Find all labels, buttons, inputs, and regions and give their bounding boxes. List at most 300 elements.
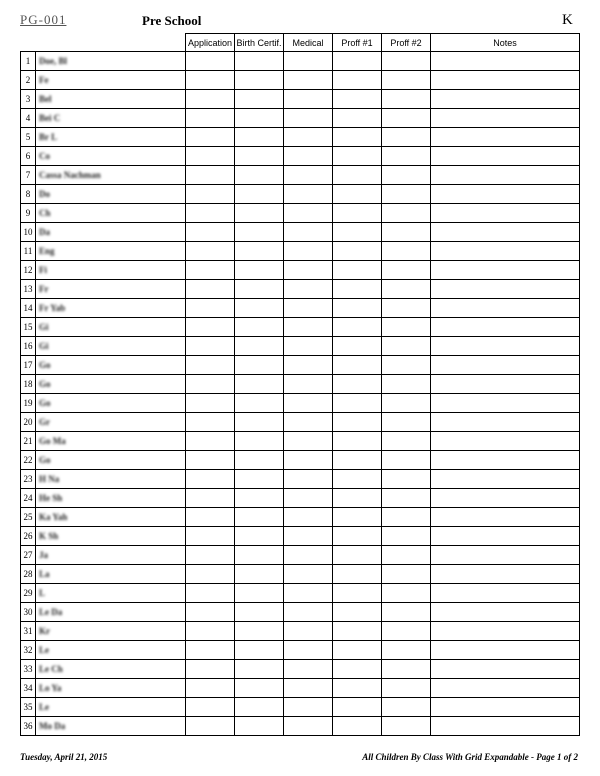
notes-cell xyxy=(431,52,580,71)
proof-2-cell xyxy=(382,451,431,470)
birth-certificate-cell xyxy=(235,508,284,527)
child-name: Gr xyxy=(39,417,50,427)
proof-1-cell xyxy=(333,166,382,185)
application-cell xyxy=(186,717,235,736)
child-name-cell xyxy=(36,242,186,261)
child-name: Kr xyxy=(39,626,50,636)
proof-1-cell xyxy=(333,242,382,261)
table-row xyxy=(21,527,580,546)
row-number: 11 xyxy=(21,242,36,261)
notes-cell xyxy=(431,622,580,641)
child-name: Le Ch xyxy=(39,664,63,674)
proof-2-cell xyxy=(382,603,431,622)
application-cell xyxy=(186,698,235,717)
child-name: Ja xyxy=(39,550,48,560)
child-name: Go xyxy=(39,398,51,408)
proof-1-cell xyxy=(333,394,382,413)
child-name-cell xyxy=(36,261,186,280)
proof-1-cell xyxy=(333,565,382,584)
row-number: 21 xyxy=(21,432,36,451)
birth-certificate-cell xyxy=(235,356,284,375)
birth-certificate-cell xyxy=(235,717,284,736)
application-cell xyxy=(186,204,235,223)
birth-certificate-cell xyxy=(235,318,284,337)
medical-cell xyxy=(284,318,333,337)
application-cell xyxy=(186,223,235,242)
proof-2-cell xyxy=(382,641,431,660)
child-name: H Na xyxy=(39,474,60,484)
child-name: Bei C xyxy=(39,113,61,123)
birth-certificate-cell xyxy=(235,280,284,299)
child-name-cell xyxy=(36,52,186,71)
row-number: 27 xyxy=(21,546,36,565)
application-cell xyxy=(186,90,235,109)
application-cell xyxy=(186,261,235,280)
footer-report: All Children By Class With Grid Expandable - Page 1 of 2 xyxy=(362,752,578,762)
table-row xyxy=(21,698,580,717)
proof-2-cell xyxy=(382,660,431,679)
application-cell xyxy=(186,71,235,90)
notes-cell xyxy=(431,489,580,508)
row-number: 20 xyxy=(21,413,36,432)
row-number: 8 xyxy=(21,185,36,204)
application-cell xyxy=(186,679,235,698)
row-number: 16 xyxy=(21,337,36,356)
child-name: Gi xyxy=(39,341,49,351)
proof-2-cell xyxy=(382,622,431,641)
col-notes: Notes xyxy=(431,34,580,52)
notes-cell xyxy=(431,185,580,204)
table-row xyxy=(21,375,580,394)
proof-1-cell xyxy=(333,413,382,432)
notes-cell xyxy=(431,660,580,679)
roster-grid xyxy=(20,33,580,736)
proof-2-cell xyxy=(382,470,431,489)
birth-certificate-cell xyxy=(235,622,284,641)
child-name-cell xyxy=(36,128,186,147)
birth-certificate-cell xyxy=(235,242,284,261)
child-name: Ka Yah xyxy=(39,512,68,522)
table-row xyxy=(21,356,580,375)
child-name-cell xyxy=(36,413,186,432)
application-cell xyxy=(186,508,235,527)
header-blank xyxy=(21,34,186,52)
row-number: 9 xyxy=(21,204,36,223)
row-number: 15 xyxy=(21,318,36,337)
application-cell xyxy=(186,546,235,565)
application-cell xyxy=(186,375,235,394)
child-name: Go xyxy=(39,379,51,389)
application-cell xyxy=(186,432,235,451)
row-number: 33 xyxy=(21,660,36,679)
row-number: 7 xyxy=(21,166,36,185)
notes-cell xyxy=(431,679,580,698)
application-cell xyxy=(186,489,235,508)
proof-2-cell xyxy=(382,698,431,717)
application-cell xyxy=(186,451,235,470)
row-number: 34 xyxy=(21,679,36,698)
proof-1-cell xyxy=(333,603,382,622)
proof-1-cell xyxy=(333,584,382,603)
row-number: 19 xyxy=(21,394,36,413)
application-cell xyxy=(186,603,235,622)
application-cell xyxy=(186,52,235,71)
proof-1-cell xyxy=(333,698,382,717)
row-number: 1 xyxy=(21,52,36,71)
proof-1-cell xyxy=(333,679,382,698)
application-cell xyxy=(186,584,235,603)
application-cell xyxy=(186,470,235,489)
proof-1-cell xyxy=(333,622,382,641)
child-name-cell xyxy=(36,603,186,622)
col-medical: Medical xyxy=(284,34,333,52)
proof-2-cell xyxy=(382,128,431,147)
notes-cell xyxy=(431,641,580,660)
medical-cell xyxy=(284,299,333,318)
row-number: 36 xyxy=(21,717,36,736)
notes-cell xyxy=(431,527,580,546)
medical-cell xyxy=(284,204,333,223)
child-name: L xyxy=(39,588,46,598)
table-row xyxy=(21,641,580,660)
notes-cell xyxy=(431,204,580,223)
page-title: Pre School xyxy=(142,13,202,28)
birth-certificate-cell xyxy=(235,128,284,147)
child-name: Lo Ya xyxy=(39,683,62,693)
table-row xyxy=(21,394,580,413)
row-number: 4 xyxy=(21,109,36,128)
class-label: K xyxy=(562,12,573,28)
child-name: Bel xyxy=(39,94,52,104)
application-cell xyxy=(186,166,235,185)
medical-cell xyxy=(284,280,333,299)
child-name: La xyxy=(39,569,50,579)
child-name-cell xyxy=(36,470,186,489)
proof-1-cell xyxy=(333,489,382,508)
medical-cell xyxy=(284,679,333,698)
medical-cell xyxy=(284,223,333,242)
row-number: 31 xyxy=(21,622,36,641)
table-row xyxy=(21,299,580,318)
row-number: 17 xyxy=(21,356,36,375)
medical-cell xyxy=(284,242,333,261)
notes-cell xyxy=(431,394,580,413)
child-name: Do xyxy=(39,189,50,199)
row-number: 28 xyxy=(21,565,36,584)
proof-1-cell xyxy=(333,109,382,128)
medical-cell xyxy=(284,52,333,71)
child-name-cell xyxy=(36,508,186,527)
proof-2-cell xyxy=(382,565,431,584)
birth-certificate-cell xyxy=(235,147,284,166)
application-cell xyxy=(186,147,235,166)
proof-2-cell xyxy=(382,261,431,280)
proof-2-cell xyxy=(382,185,431,204)
table-row xyxy=(21,546,580,565)
proof-2-cell xyxy=(382,280,431,299)
row-number: 5 xyxy=(21,128,36,147)
notes-cell xyxy=(431,356,580,375)
medical-cell xyxy=(284,717,333,736)
proof-1-cell xyxy=(333,299,382,318)
application-cell xyxy=(186,394,235,413)
medical-cell xyxy=(284,622,333,641)
proof-1-cell xyxy=(333,147,382,166)
table-row xyxy=(21,109,580,128)
child-name: Gi xyxy=(39,322,49,332)
child-name-cell xyxy=(36,584,186,603)
child-name: K Sh xyxy=(39,531,59,541)
notes-cell xyxy=(431,584,580,603)
notes-cell xyxy=(431,717,580,736)
child-name: Mo Da xyxy=(39,721,66,731)
medical-cell xyxy=(284,508,333,527)
application-cell xyxy=(186,527,235,546)
notes-cell xyxy=(431,698,580,717)
child-name-cell xyxy=(36,299,186,318)
proof-1-cell xyxy=(333,280,382,299)
application-cell xyxy=(186,109,235,128)
proof-1-cell xyxy=(333,375,382,394)
table-row xyxy=(21,451,580,470)
birth-certificate-cell xyxy=(235,185,284,204)
birth-certificate-cell xyxy=(235,527,284,546)
child-name-cell xyxy=(36,679,186,698)
child-name: Eng xyxy=(39,246,55,256)
birth-certificate-cell xyxy=(235,109,284,128)
proof-1-cell xyxy=(333,261,382,280)
application-cell xyxy=(186,641,235,660)
row-number: 3 xyxy=(21,90,36,109)
row-number: 6 xyxy=(21,147,36,166)
application-cell xyxy=(186,660,235,679)
child-name-cell xyxy=(36,166,186,185)
child-name-cell xyxy=(36,71,186,90)
child-name: Le Da xyxy=(39,607,63,617)
medical-cell xyxy=(284,641,333,660)
birth-certificate-cell xyxy=(235,679,284,698)
medical-cell xyxy=(284,451,333,470)
table-row xyxy=(21,432,580,451)
notes-cell xyxy=(431,261,580,280)
table-row xyxy=(21,204,580,223)
application-cell xyxy=(186,622,235,641)
proof-1-cell xyxy=(333,527,382,546)
application-cell xyxy=(186,299,235,318)
child-name-cell xyxy=(36,641,186,660)
medical-cell xyxy=(284,128,333,147)
application-cell xyxy=(186,337,235,356)
proof-1-cell xyxy=(333,356,382,375)
birth-certificate-cell xyxy=(235,432,284,451)
table-row xyxy=(21,223,580,242)
proof-2-cell xyxy=(382,166,431,185)
medical-cell xyxy=(284,584,333,603)
medical-cell xyxy=(284,432,333,451)
proof-1-cell xyxy=(333,508,382,527)
medical-cell xyxy=(284,489,333,508)
row-number: 24 xyxy=(21,489,36,508)
notes-cell xyxy=(431,413,580,432)
notes-cell xyxy=(431,299,580,318)
notes-cell xyxy=(431,451,580,470)
child-name: Fr Yab xyxy=(39,303,66,313)
child-name: Go xyxy=(39,360,51,370)
child-name-cell xyxy=(36,204,186,223)
proof-2-cell xyxy=(382,204,431,223)
table-row xyxy=(21,242,580,261)
birth-certificate-cell xyxy=(235,413,284,432)
proof-2-cell xyxy=(382,223,431,242)
child-name: Co xyxy=(39,151,50,161)
child-name: Ch xyxy=(39,208,51,218)
application-cell xyxy=(186,280,235,299)
row-number: 25 xyxy=(21,508,36,527)
child-name: Da xyxy=(39,227,50,237)
proof-1-cell xyxy=(333,90,382,109)
table-row xyxy=(21,508,580,527)
child-name-cell xyxy=(36,717,186,736)
row-number: 35 xyxy=(21,698,36,717)
row-number: 30 xyxy=(21,603,36,622)
footer-date: Tuesday, April 21, 2015 xyxy=(20,752,108,762)
proof-1-cell xyxy=(333,71,382,90)
medical-cell xyxy=(284,698,333,717)
proof-1-cell xyxy=(333,185,382,204)
proof-1-cell xyxy=(333,128,382,147)
birth-certificate-cell xyxy=(235,71,284,90)
medical-cell xyxy=(284,660,333,679)
child-name: Fi xyxy=(39,265,47,275)
child-name-cell xyxy=(36,660,186,679)
proof-2-cell xyxy=(382,299,431,318)
child-name-cell xyxy=(36,185,186,204)
notes-cell xyxy=(431,375,580,394)
table-row xyxy=(21,261,580,280)
birth-certificate-cell xyxy=(235,223,284,242)
proof-1-cell xyxy=(333,52,382,71)
birth-certificate-cell xyxy=(235,52,284,71)
birth-certificate-cell xyxy=(235,166,284,185)
child-name-cell xyxy=(36,280,186,299)
table-row xyxy=(21,185,580,204)
table-row xyxy=(21,337,580,356)
notes-cell xyxy=(431,71,580,90)
row-number: 14 xyxy=(21,299,36,318)
table-row xyxy=(21,717,580,736)
notes-cell xyxy=(431,546,580,565)
proof-2-cell xyxy=(382,90,431,109)
medical-cell xyxy=(284,527,333,546)
child-name-cell xyxy=(36,375,186,394)
medical-cell xyxy=(284,261,333,280)
application-cell xyxy=(186,413,235,432)
proof-1-cell xyxy=(333,451,382,470)
proof-2-cell xyxy=(382,375,431,394)
birth-certificate-cell xyxy=(235,584,284,603)
proof-2-cell xyxy=(382,717,431,736)
application-cell xyxy=(186,318,235,337)
row-number: 26 xyxy=(21,527,36,546)
medical-cell xyxy=(284,90,333,109)
child-name-cell xyxy=(36,337,186,356)
col-proof-1: Proff #1 xyxy=(333,34,382,52)
child-name-cell xyxy=(36,394,186,413)
table-row xyxy=(21,52,580,71)
proof-2-cell xyxy=(382,413,431,432)
proof-2-cell xyxy=(382,584,431,603)
birth-certificate-cell xyxy=(235,90,284,109)
child-name-cell xyxy=(36,356,186,375)
birth-certificate-cell xyxy=(235,470,284,489)
birth-certificate-cell xyxy=(235,641,284,660)
child-name-cell xyxy=(36,451,186,470)
proof-1-cell xyxy=(333,470,382,489)
proof-2-cell xyxy=(382,147,431,166)
child-name: Doe, Bl xyxy=(39,56,67,66)
notes-cell xyxy=(431,147,580,166)
application-cell xyxy=(186,242,235,261)
table-row xyxy=(21,71,580,90)
table-row xyxy=(21,660,580,679)
row-number: 13 xyxy=(21,280,36,299)
row-number: 18 xyxy=(21,375,36,394)
medical-cell xyxy=(284,394,333,413)
notes-cell xyxy=(431,242,580,261)
birth-certificate-cell xyxy=(235,698,284,717)
row-number: 10 xyxy=(21,223,36,242)
proof-2-cell xyxy=(382,527,431,546)
child-name-cell xyxy=(36,565,186,584)
birth-certificate-cell xyxy=(235,394,284,413)
child-name-cell xyxy=(36,489,186,508)
application-cell xyxy=(186,565,235,584)
notes-cell xyxy=(431,109,580,128)
notes-cell xyxy=(431,280,580,299)
application-cell xyxy=(186,356,235,375)
medical-cell xyxy=(284,147,333,166)
birth-certificate-cell xyxy=(235,603,284,622)
proof-1-cell xyxy=(333,432,382,451)
row-number: 12 xyxy=(21,261,36,280)
notes-cell xyxy=(431,565,580,584)
table-row xyxy=(21,128,580,147)
medical-cell xyxy=(284,375,333,394)
proof-1-cell xyxy=(333,318,382,337)
medical-cell xyxy=(284,413,333,432)
medical-cell xyxy=(284,337,333,356)
birth-certificate-cell xyxy=(235,261,284,280)
proof-1-cell xyxy=(333,546,382,565)
proof-2-cell xyxy=(382,546,431,565)
child-name-cell xyxy=(36,223,186,242)
application-cell xyxy=(186,185,235,204)
proof-1-cell xyxy=(333,717,382,736)
child-name: Cassa Nachman xyxy=(39,170,101,180)
notes-cell xyxy=(431,337,580,356)
child-name-cell xyxy=(36,109,186,128)
notes-cell xyxy=(431,128,580,147)
proof-1-cell xyxy=(333,641,382,660)
proof-1-cell xyxy=(333,337,382,356)
medical-cell xyxy=(284,109,333,128)
child-name-cell xyxy=(36,698,186,717)
table-row xyxy=(21,413,580,432)
proof-2-cell xyxy=(382,508,431,527)
row-number: 29 xyxy=(21,584,36,603)
row-number: 32 xyxy=(21,641,36,660)
col-birth-certificate: Birth Certif. xyxy=(235,34,284,52)
